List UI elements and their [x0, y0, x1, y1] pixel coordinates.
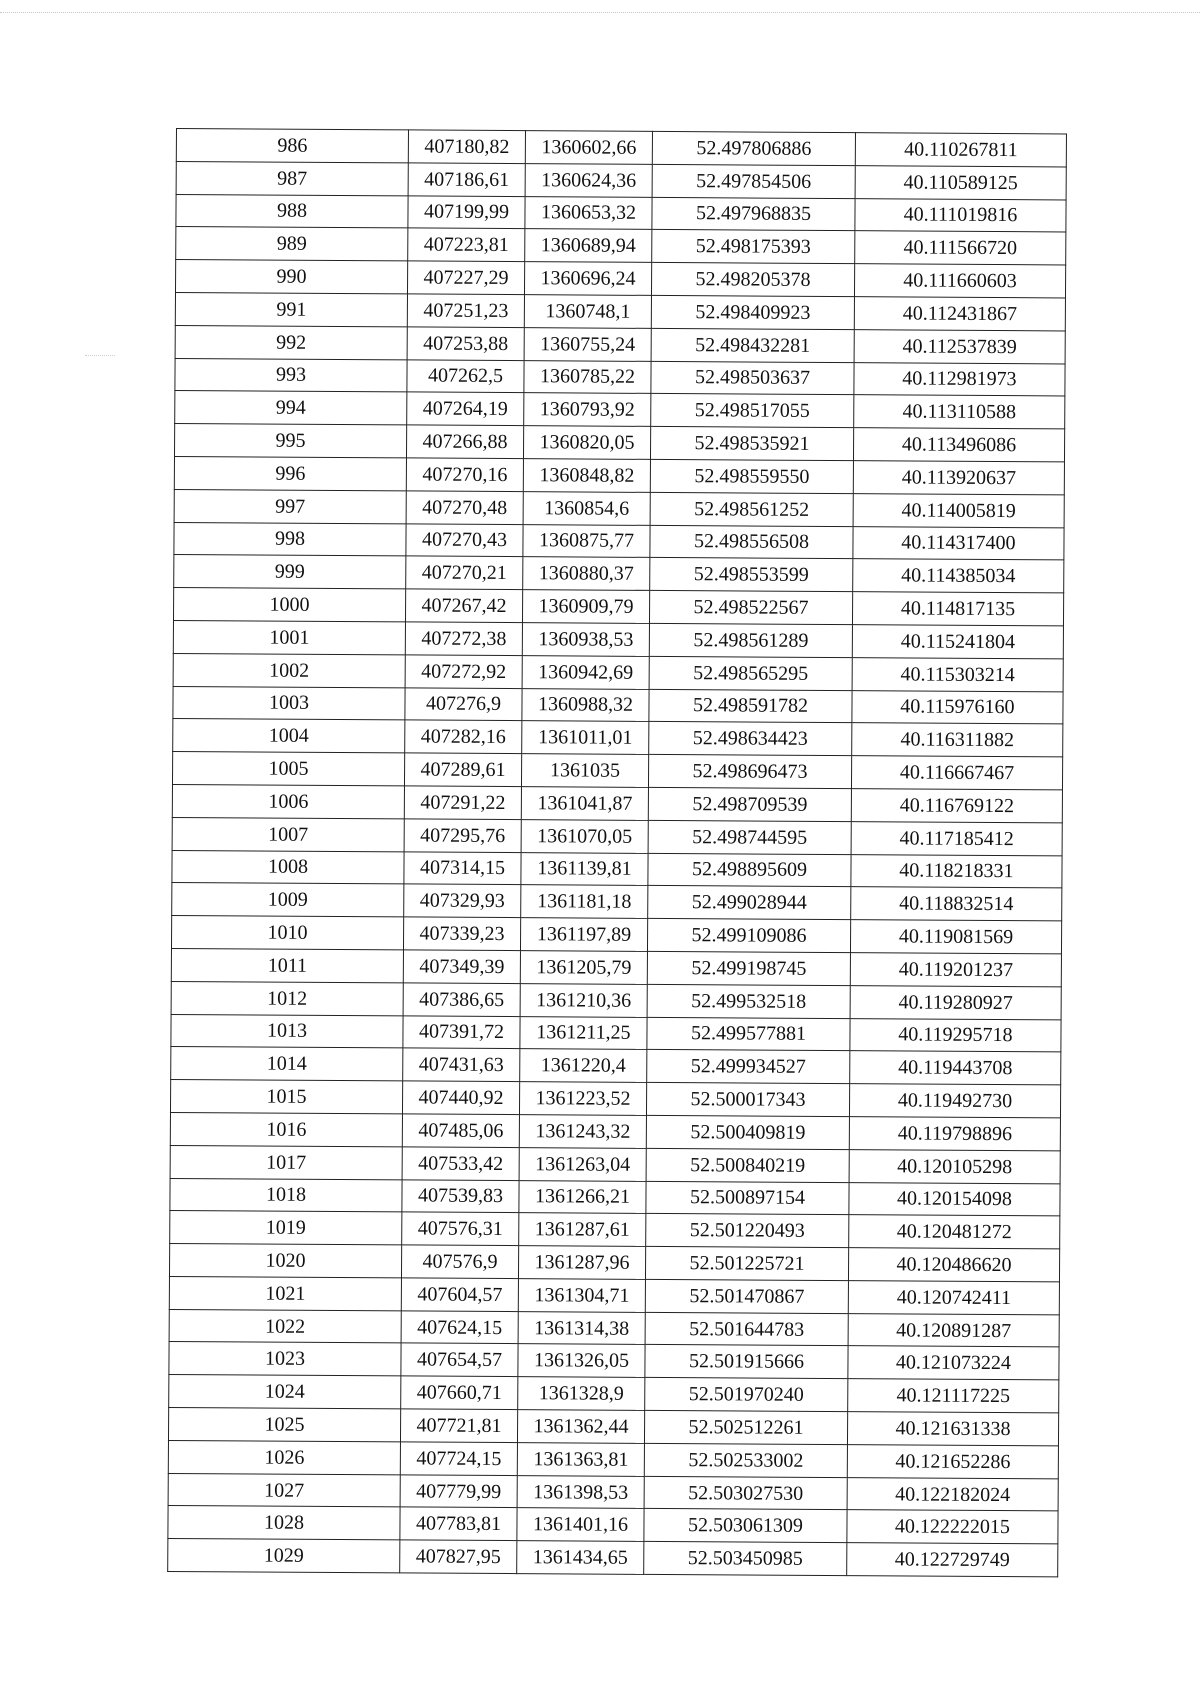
- y-coordinate-cell: 1361205,79: [520, 951, 647, 985]
- point-number-cell: 1012: [171, 981, 403, 1015]
- y-coordinate-cell: 1360942,69: [522, 655, 649, 689]
- table-row: [174, 489, 1064, 527]
- x-coordinate-cell: 407272,92: [405, 655, 522, 689]
- point-number-cell: 1005: [172, 752, 404, 786]
- table-row: [169, 1276, 1059, 1314]
- y-coordinate-cell: 1360854,6: [523, 491, 650, 525]
- latitude-cell: 52.498559550: [650, 459, 853, 493]
- point-number-cell: 1029: [168, 1539, 400, 1573]
- x-coordinate-cell: 407186,61: [408, 163, 525, 197]
- x-coordinate-cell: 407270,21: [406, 556, 523, 590]
- x-coordinate-cell: 407431,63: [403, 1048, 520, 1082]
- latitude-cell: 52.500840219: [646, 1148, 849, 1182]
- point-number-cell: 1028: [168, 1506, 400, 1540]
- longitude-cell: 40.113496086: [853, 428, 1064, 462]
- latitude-cell: 52.498709539: [648, 787, 851, 821]
- y-coordinate-cell: 1361211,25: [520, 1016, 647, 1050]
- point-number-cell: 1023: [169, 1342, 401, 1376]
- x-coordinate-cell: 407783,81: [400, 1507, 517, 1541]
- x-coordinate-cell: 407724,15: [400, 1442, 517, 1476]
- y-coordinate-cell: 1361398,53: [517, 1475, 644, 1509]
- point-number-cell: 1010: [171, 916, 403, 950]
- longitude-cell: 40.112537839: [854, 329, 1065, 363]
- x-coordinate-cell: 407533,42: [402, 1147, 519, 1181]
- longitude-cell: 40.120486620: [848, 1248, 1059, 1282]
- table-row: [175, 292, 1065, 330]
- latitude-cell: 52.498561289: [649, 623, 852, 657]
- longitude-cell: 40.119443708: [850, 1051, 1061, 1085]
- longitude-cell: 40.120105298: [849, 1149, 1060, 1183]
- y-coordinate-cell: 1360653,32: [525, 196, 652, 230]
- y-coordinate-cell: 1361223,52: [519, 1082, 646, 1116]
- longitude-cell: 40.120154098: [849, 1182, 1060, 1216]
- longitude-cell: 40.112431867: [854, 297, 1065, 331]
- table-row: [169, 1309, 1059, 1347]
- y-coordinate-cell: 1361287,96: [518, 1246, 645, 1280]
- table-row: [169, 1244, 1059, 1282]
- latitude-cell: 52.499028944: [648, 886, 851, 920]
- latitude-cell: 52.501915666: [645, 1345, 848, 1379]
- latitude-cell: 52.498634423: [649, 722, 852, 756]
- longitude-cell: 40.121117225: [848, 1379, 1059, 1413]
- x-coordinate-cell: 407329,93: [404, 884, 521, 918]
- y-coordinate-cell: 1361328,9: [518, 1377, 645, 1411]
- point-number-cell: 1000: [173, 588, 405, 622]
- coordinates-table-body: [168, 129, 1067, 1577]
- point-number-cell: 1020: [169, 1244, 401, 1278]
- x-coordinate-cell: 407576,31: [402, 1212, 519, 1246]
- y-coordinate-cell: 1361011,01: [522, 721, 649, 755]
- x-coordinate-cell: 407270,16: [406, 458, 523, 492]
- point-number-cell: 1003: [173, 686, 405, 720]
- table-row: [176, 161, 1066, 199]
- latitude-cell: 52.501970240: [645, 1378, 848, 1412]
- table-row: [170, 1112, 1060, 1150]
- point-number-cell: 996: [174, 456, 406, 490]
- x-coordinate-cell: 407223,81: [408, 228, 525, 262]
- point-number-cell: 989: [176, 227, 408, 261]
- longitude-cell: 40.121631338: [847, 1412, 1058, 1446]
- table-row: [168, 1539, 1058, 1577]
- scan-artifact: [85, 355, 115, 356]
- point-number-cell: 997: [174, 489, 406, 523]
- latitude-cell: 52.500409819: [646, 1115, 849, 1149]
- y-coordinate-cell: 1361314,38: [518, 1311, 645, 1345]
- table-row: [172, 784, 1062, 822]
- y-coordinate-cell: 1361304,71: [518, 1279, 645, 1313]
- y-coordinate-cell: 1361326,05: [518, 1344, 645, 1378]
- longitude-cell: 40.119492730: [849, 1084, 1060, 1118]
- latitude-cell: 52.498744595: [648, 820, 851, 854]
- x-coordinate-cell: 407539,83: [402, 1179, 519, 1213]
- latitude-cell: 52.498565295: [649, 656, 852, 690]
- longitude-cell: 40.118218331: [851, 854, 1062, 888]
- longitude-cell: 40.114317400: [853, 526, 1064, 560]
- coordinates-table: [167, 128, 1067, 1577]
- y-coordinate-cell: 1361139,81: [521, 852, 648, 886]
- y-coordinate-cell: 1361363,81: [517, 1442, 644, 1476]
- table-row: [171, 916, 1061, 954]
- table-row: [169, 1342, 1059, 1380]
- point-number-cell: 1014: [171, 1047, 403, 1081]
- point-number-cell: 991: [175, 292, 407, 326]
- point-number-cell: 1018: [170, 1178, 402, 1212]
- point-number-cell: 994: [175, 391, 407, 425]
- latitude-cell: 52.497968835: [652, 197, 855, 231]
- latitude-cell: 52.499934527: [647, 1050, 850, 1084]
- point-number-cell: 1026: [168, 1440, 400, 1474]
- y-coordinate-cell: 1360820,05: [523, 426, 650, 460]
- y-coordinate-cell: 1361401,16: [517, 1508, 644, 1542]
- longitude-cell: 40.122729749: [847, 1543, 1058, 1577]
- latitude-cell: 52.501220493: [646, 1214, 849, 1248]
- x-coordinate-cell: 407272,38: [405, 622, 522, 656]
- longitude-cell: 40.119798896: [849, 1117, 1060, 1151]
- x-coordinate-cell: 407180,82: [408, 130, 525, 164]
- longitude-cell: 40.113920637: [853, 461, 1064, 495]
- point-number-cell: 1025: [168, 1408, 400, 1442]
- table-row: [175, 358, 1065, 396]
- longitude-cell: 40.116311882: [852, 723, 1063, 757]
- latitude-cell: 52.499198745: [647, 951, 850, 985]
- longitude-cell: 40.121073224: [848, 1346, 1059, 1380]
- y-coordinate-cell: 1361210,36: [520, 983, 647, 1017]
- point-number-cell: 999: [174, 555, 406, 589]
- latitude-cell: 52.497854506: [652, 164, 855, 198]
- longitude-cell: 40.120481272: [849, 1215, 1060, 1249]
- table-row: [172, 883, 1062, 921]
- latitude-cell: 52.501644783: [645, 1312, 848, 1346]
- point-number-cell: 1016: [170, 1112, 402, 1146]
- table-row: [176, 194, 1066, 232]
- y-coordinate-cell: 1360689,94: [525, 229, 652, 263]
- point-number-cell: 1027: [168, 1473, 400, 1507]
- table-row: [171, 1014, 1061, 1052]
- latitude-cell: 52.498409923: [651, 295, 854, 329]
- latitude-cell: 52.499577881: [647, 1017, 850, 1051]
- point-number-cell: 987: [176, 161, 408, 195]
- latitude-cell: 52.498535921: [650, 427, 853, 461]
- latitude-cell: 52.503027530: [644, 1476, 847, 1510]
- y-coordinate-cell: 1361362,44: [517, 1410, 644, 1444]
- longitude-cell: 40.120891287: [848, 1313, 1059, 1347]
- table-row: [174, 522, 1064, 560]
- longitude-cell: 40.110267811: [855, 133, 1066, 167]
- table-row: [175, 260, 1065, 298]
- table-row: [176, 227, 1066, 265]
- x-coordinate-cell: 407267,42: [405, 589, 522, 623]
- table-row: [168, 1506, 1058, 1544]
- latitude-cell: 52.500897154: [646, 1181, 849, 1215]
- latitude-cell: 52.498205378: [651, 263, 854, 297]
- point-number-cell: 1008: [172, 850, 404, 884]
- latitude-cell: 52.501470867: [645, 1279, 848, 1313]
- table-row: [172, 817, 1062, 855]
- table-row: [170, 1211, 1060, 1249]
- longitude-cell: 40.115303214: [852, 657, 1063, 691]
- latitude-cell: 52.498517055: [651, 394, 854, 428]
- point-number-cell: 1021: [169, 1276, 401, 1310]
- y-coordinate-cell: 1360785,22: [524, 360, 651, 394]
- point-number-cell: 1019: [170, 1211, 402, 1245]
- x-coordinate-cell: 407349,39: [403, 950, 520, 984]
- latitude-cell: 52.498553599: [650, 558, 853, 592]
- y-coordinate-cell: 1361181,18: [521, 885, 648, 919]
- x-coordinate-cell: 407485,06: [402, 1114, 519, 1148]
- y-coordinate-cell: 1360938,53: [522, 623, 649, 657]
- longitude-cell: 40.111019816: [855, 198, 1066, 232]
- y-coordinate-cell: 1360602,66: [525, 131, 652, 165]
- table-row: [170, 1178, 1060, 1216]
- point-number-cell: 1017: [170, 1145, 402, 1179]
- x-coordinate-cell: 407440,92: [402, 1081, 519, 1115]
- longitude-cell: 40.119201237: [850, 953, 1061, 987]
- latitude-cell: 52.498556508: [650, 525, 853, 559]
- x-coordinate-cell: 407779,99: [400, 1475, 517, 1509]
- x-coordinate-cell: 407282,16: [405, 720, 522, 754]
- x-coordinate-cell: 407624,15: [401, 1311, 518, 1345]
- scan-top-edge: [0, 12, 1200, 13]
- y-coordinate-cell: 1361220,4: [520, 1049, 647, 1083]
- latitude-cell: 52.498522567: [649, 591, 852, 625]
- point-number-cell: 1002: [173, 653, 405, 687]
- y-coordinate-cell: 1361070,05: [521, 819, 648, 853]
- longitude-cell: 40.122222015: [847, 1510, 1058, 1544]
- longitude-cell: 40.119081569: [850, 920, 1061, 954]
- y-coordinate-cell: 1360755,24: [524, 327, 651, 361]
- longitude-cell: 40.117185412: [851, 821, 1062, 855]
- y-coordinate-cell: 1360624,36: [525, 163, 652, 197]
- x-coordinate-cell: 407391,72: [403, 1015, 520, 1049]
- table-row: [175, 325, 1065, 363]
- longitude-cell: 40.115241804: [852, 625, 1063, 659]
- table-row: [173, 686, 1063, 724]
- table-row: [174, 424, 1064, 462]
- point-number-cell: 993: [175, 358, 407, 392]
- y-coordinate-cell: 1360880,37: [523, 557, 650, 591]
- longitude-cell: 40.114385034: [853, 559, 1064, 593]
- point-number-cell: 988: [176, 194, 408, 228]
- longitude-cell: 40.122182024: [847, 1477, 1058, 1511]
- longitude-cell: 40.121652286: [847, 1445, 1058, 1479]
- point-number-cell: 990: [175, 260, 407, 294]
- point-number-cell: 998: [174, 522, 406, 556]
- x-coordinate-cell: 407251,23: [407, 294, 524, 328]
- x-coordinate-cell: 407604,57: [401, 1278, 518, 1312]
- x-coordinate-cell: 407276,9: [405, 687, 522, 721]
- table-row: [173, 653, 1063, 691]
- x-coordinate-cell: 407295,76: [404, 819, 521, 853]
- point-number-cell: 1011: [171, 948, 403, 982]
- table-row: [168, 1440, 1058, 1478]
- longitude-cell: 40.120742411: [848, 1281, 1059, 1315]
- x-coordinate-cell: 407291,22: [404, 786, 521, 820]
- point-number-cell: 1009: [172, 883, 404, 917]
- table-row: [171, 948, 1061, 986]
- table-row: [173, 588, 1063, 626]
- y-coordinate-cell: 1361041,87: [521, 787, 648, 821]
- longitude-cell: 40.113110588: [854, 395, 1065, 429]
- longitude-cell: 40.116769122: [851, 789, 1062, 823]
- table-row: [171, 981, 1061, 1019]
- y-coordinate-cell: 1360875,77: [523, 524, 650, 558]
- y-coordinate-cell: 1361263,04: [519, 1147, 646, 1181]
- latitude-cell: 52.498561252: [650, 492, 853, 526]
- table-row: [169, 1375, 1059, 1413]
- y-coordinate-cell: 1360748,1: [524, 295, 651, 329]
- point-number-cell: 1001: [173, 620, 405, 654]
- latitude-cell: 52.502512261: [644, 1410, 847, 1444]
- longitude-cell: 40.116667467: [851, 756, 1062, 790]
- table-row: [172, 850, 1062, 888]
- longitude-cell: 40.111660603: [854, 264, 1065, 298]
- x-coordinate-cell: 407339,23: [403, 917, 520, 951]
- latitude-cell: 52.499109086: [647, 919, 850, 953]
- y-coordinate-cell: 1360988,32: [522, 688, 649, 722]
- table-row: [168, 1408, 1058, 1446]
- table-row: [173, 719, 1063, 757]
- longitude-cell: 40.118832514: [851, 887, 1062, 921]
- x-coordinate-cell: 407227,29: [407, 261, 524, 295]
- x-coordinate-cell: 407660,71: [401, 1376, 518, 1410]
- latitude-cell: 52.502533002: [644, 1443, 847, 1477]
- x-coordinate-cell: 407266,88: [406, 425, 523, 459]
- table-row: [174, 456, 1064, 494]
- latitude-cell: 52.498895609: [648, 853, 851, 887]
- table-row: [174, 555, 1064, 593]
- x-coordinate-cell: 407721,81: [400, 1409, 517, 1443]
- table-row: [168, 1473, 1058, 1511]
- x-coordinate-cell: 407270,43: [406, 523, 523, 557]
- point-number-cell: 995: [174, 424, 406, 458]
- x-coordinate-cell: 407262,5: [407, 359, 524, 393]
- latitude-cell: 52.499532518: [647, 984, 850, 1018]
- longitude-cell: 40.111566720: [855, 231, 1066, 265]
- table-row: [176, 129, 1066, 167]
- latitude-cell: 52.497806886: [652, 131, 855, 165]
- point-number-cell: 1022: [169, 1309, 401, 1343]
- x-coordinate-cell: 407253,88: [407, 327, 524, 361]
- x-coordinate-cell: 407270,48: [406, 491, 523, 525]
- point-number-cell: 986: [176, 129, 408, 163]
- latitude-cell: 52.498591782: [649, 689, 852, 723]
- y-coordinate-cell: 1361434,65: [517, 1541, 644, 1575]
- longitude-cell: 40.112981973: [854, 362, 1065, 396]
- x-coordinate-cell: 407314,15: [404, 851, 521, 885]
- latitude-cell: 52.503450985: [644, 1542, 847, 1576]
- y-coordinate-cell: 1360848,82: [523, 459, 650, 493]
- table-row: [172, 752, 1062, 790]
- longitude-cell: 40.119280927: [850, 985, 1061, 1019]
- y-coordinate-cell: 1361243,32: [519, 1115, 646, 1149]
- x-coordinate-cell: 407289,61: [404, 753, 521, 787]
- x-coordinate-cell: 407264,19: [407, 392, 524, 426]
- x-coordinate-cell: 407827,95: [400, 1540, 517, 1574]
- y-coordinate-cell: 1361266,21: [519, 1180, 646, 1214]
- latitude-cell: 52.498503637: [651, 361, 854, 395]
- latitude-cell: 52.501225721: [645, 1246, 848, 1280]
- latitude-cell: 52.498175393: [652, 230, 855, 264]
- table-row: [175, 391, 1065, 429]
- longitude-cell: 40.115976160: [852, 690, 1063, 724]
- latitude-cell: 52.498432281: [651, 328, 854, 362]
- point-number-cell: 992: [175, 325, 407, 359]
- table-row: [173, 620, 1063, 658]
- longitude-cell: 40.114005819: [853, 493, 1064, 527]
- point-number-cell: 1013: [171, 1014, 403, 1048]
- y-coordinate-cell: 1360793,92: [524, 393, 651, 427]
- x-coordinate-cell: 407386,65: [403, 983, 520, 1017]
- x-coordinate-cell: 407576,9: [401, 1245, 518, 1279]
- y-coordinate-cell: 1361197,89: [520, 918, 647, 952]
- y-coordinate-cell: 1361287,61: [519, 1213, 646, 1247]
- y-coordinate-cell: 1360696,24: [524, 262, 651, 296]
- point-number-cell: 1007: [172, 817, 404, 851]
- table-row: [170, 1145, 1060, 1183]
- x-coordinate-cell: 407654,57: [401, 1343, 518, 1377]
- table-row: [170, 1080, 1060, 1118]
- y-coordinate-cell: 1360909,79: [522, 590, 649, 624]
- longitude-cell: 40.119295718: [850, 1018, 1061, 1052]
- longitude-cell: 40.110589125: [855, 165, 1066, 199]
- longitude-cell: 40.114817135: [852, 592, 1063, 626]
- point-number-cell: 1006: [172, 784, 404, 818]
- latitude-cell: 52.500017343: [646, 1083, 849, 1117]
- latitude-cell: 52.498696473: [648, 755, 851, 789]
- point-number-cell: 1004: [173, 719, 405, 753]
- table-row: [171, 1047, 1061, 1085]
- x-coordinate-cell: 407199,99: [408, 196, 525, 230]
- point-number-cell: 1024: [169, 1375, 401, 1409]
- point-number-cell: 1015: [170, 1080, 402, 1114]
- y-coordinate-cell: 1361035: [521, 754, 648, 788]
- latitude-cell: 52.503061309: [644, 1509, 847, 1543]
